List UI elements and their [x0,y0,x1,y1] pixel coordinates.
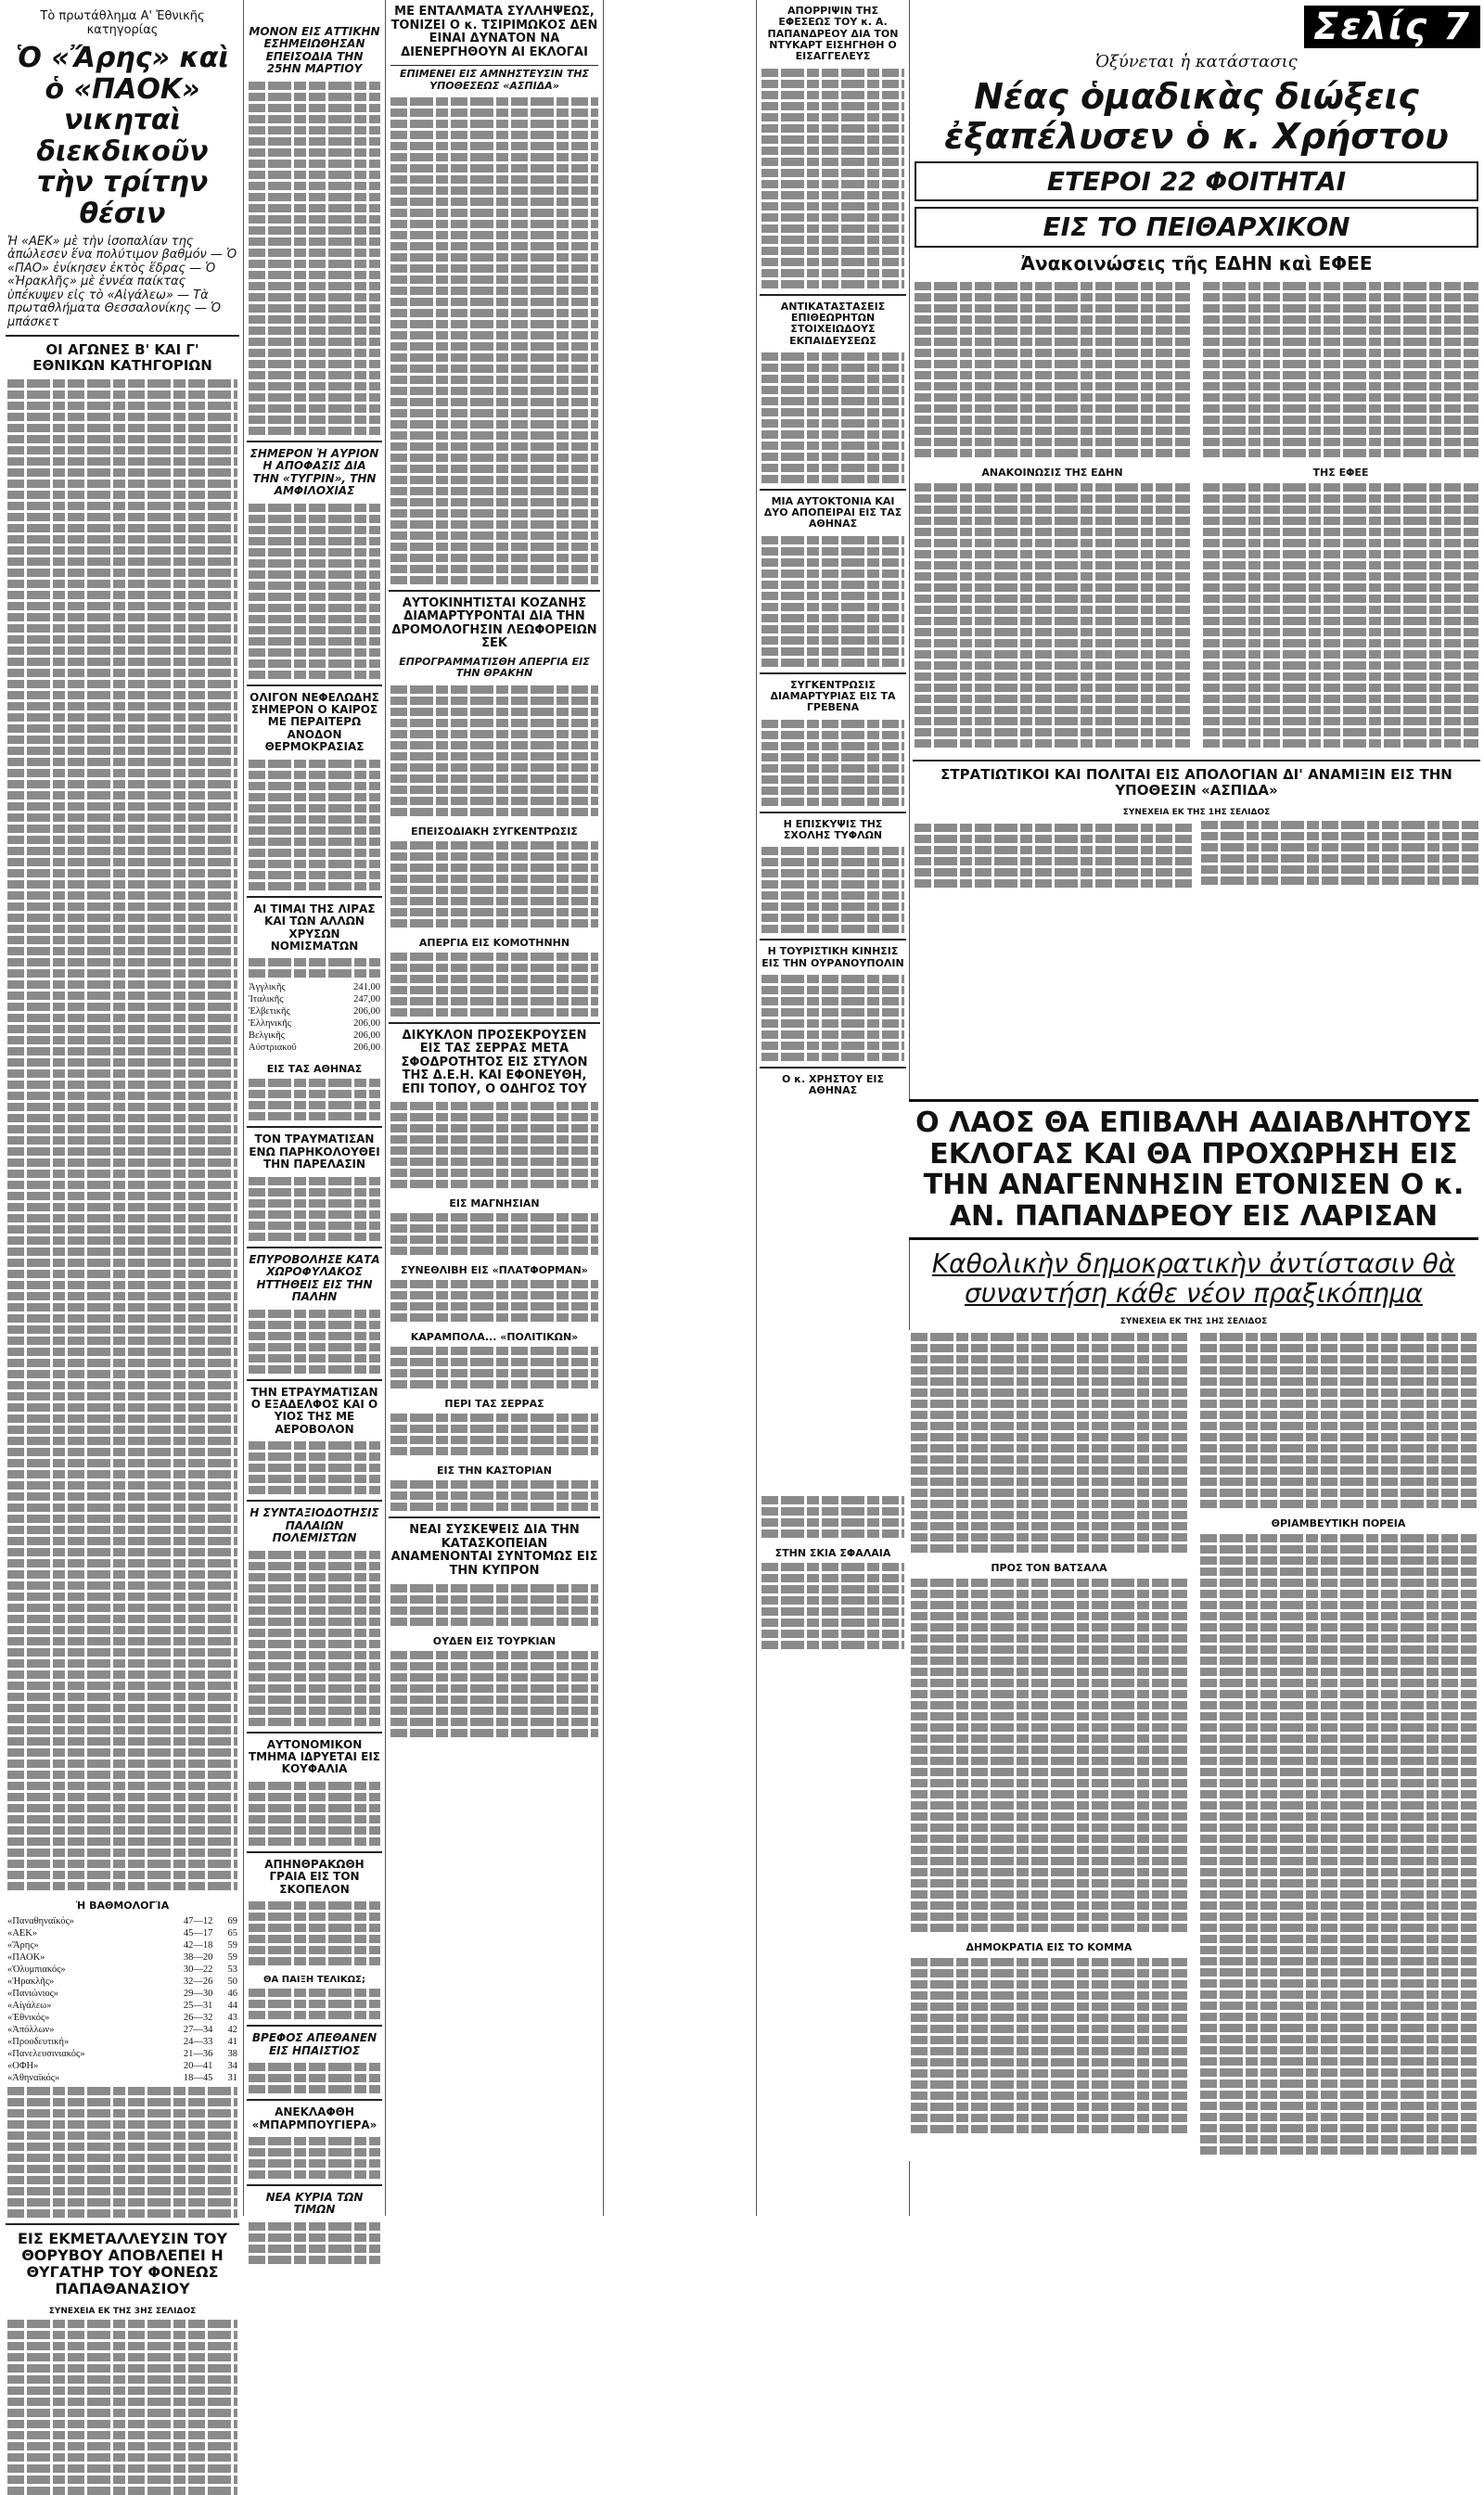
box-title: ΕΙΣ ΤΟ ΠΕΙΘΑΡΧΙΚΟΝ [1043,211,1350,243]
bottom-headline: ΕΙΣ ΕΚΜΕΤΑΛΛΕΥΣΙΝ ΤΟΥ ΘΟΡΥΒΟΥ ΑΠΟΒΛΕΠΕΙ Η ΘΥΓΑΤΗΡ ΤΟΥ ΦΟΝΕΩΣ ΠΑΠΑΘΑΝΑΣΙΟΥ [17,2229,228,2297]
price-name: Ἀγγλικῆς [249,982,286,993]
column-misc [760,0,906,2216]
column-rule [603,0,604,2216]
article-body [249,1441,380,1494]
headline: ΝΕΑ ΚΥΡΙΑ ΤΩΝ ΤΙΜΩΝ [265,2190,364,2217]
standings-pts: 34 [227,2060,237,2071]
standings-goals: 24—33 [183,2036,213,2047]
boxed-headline [915,207,1478,247]
divider [760,812,906,813]
subheading: ΤΗΣ ΕΦΕΕ [1312,467,1369,480]
headline: ΜΟΝΟΝ ΕΙΣ ΑΤΤΙΚΗΝ ΕΣΗΜΕΙΩΘΗΣΑΝ ΕΠΕΙΣΟΔΙΑ ΤΗΝ 25ΗΝ ΜΑΡΤΙΟΥ [249,25,380,76]
standings-team: «Πανιώνιος» [7,1988,59,1999]
table-row [6,2072,239,2084]
standings-pts: 59 [227,1939,237,1951]
article-body [249,2222,380,2264]
price-name: Αὐστριακοῦ [249,1043,297,1054]
standings-team: «ΑΕΚ» [7,1927,38,1938]
table-row [6,2024,239,2036]
subheading: ΣΤΗΝ ΣΚΙΑ ΣΦΑΛΑΙΑ [774,1546,891,1559]
table-row [6,2048,239,2060]
divider [247,896,382,898]
headline: ΕΠΥΡΟΒΟΛΗΣΕ ΚΑΤΑ ΧΩΡΟΦΥΛΑΚΟΣ ΗΤΤΗΘΕΙΣ ΕΙΣ ΤΗΝ ΠΑΛΗΝ [249,1252,380,1304]
banner-headline: Ο ΛΑΟΣ ΘΑ ΕΠΙΒΑΛΗ ΑΔΙΑΒΛΗΤΟΥΣ ΕΚΛΟΓΑΣ ΚΑΙ ΘΑ ΠΡΟΧΩΡΗΣΗ ΕΙΣ ΤΗΝ ΑΝΑΓΕΝΝΗΣΙΝ ΕΤΟΝΙΣΕΝ Ο κ. ΑΝ. ΠΑΠΑΝΔΡΕΟΥ ΕΙΣ ΛΑΡΙΣΑΝ [915,1107,1472,1233]
subheading: ΕΙΣ ΤΑΣ ΑΘΗΝΑΣ [266,1063,363,1076]
standings-pts: 41 [227,2036,237,2047]
article-body [249,958,380,978]
section-heading: ΟΙ ΑΓΩΝΕΣ Β' ΚΑΙ Γ' ΕΘΝΙΚΩΝ ΚΑΤΗΓΟΡΙΩΝ [32,341,212,375]
table-row [6,1927,239,1939]
article-body [249,1901,380,1965]
column-politics [389,0,600,2216]
headline: ΒΡΕΦΟΣ ΑΠΕΘΑΝΕΝ ΕΙΣ ΗΠΑΙΣΤΙΟΣ [251,2031,377,2057]
table-row [247,1030,382,1042]
headline: ΝΕΑΙ ΣΥΣΚΕΨΕΙΣ ΔΙΑ ΤΗΝ ΚΑΤΑΣΚΟΠΕΙΑΝ ΑΝΑΜΕΝΟΝΤΑΙ ΣΥΝΤΟΜΩΣ ΕΙΣ ΤΗΝ ΚΥΠΡΟΝ [390,1523,598,1578]
headline: ΑΙ ΤΙΜΑΙ ΤΗΣ ΛΙΡΑΣ ΚΑΙ ΤΩΝ ΑΛΛΩΝ ΧΡΥΣΩΝ ΝΟΜΙΣΜΑΤΩΝ [253,902,376,953]
divider [247,2099,382,2101]
table-row [247,1005,382,1017]
table-row [6,1939,239,1951]
article-body [249,1079,380,1120]
price-name: Ἑλληνικῆς [249,1018,291,1030]
article-body [915,279,1190,750]
price-value: 206,00 [353,1018,380,1030]
standings-team: «ΠΑΟΚ» [7,1951,45,1963]
lead-headline: Νέας ὁμαδικὰς διώξεις ἐξαπέλυσεν ὁ κ. Χρήστου [944,76,1449,157]
standings-pts: 53 [227,1964,237,1975]
subheading: ΕΠΕΙΣΟΔΙΑΚΗ ΣΥΓΚΕΝΤΡΩΣΙΣ [411,825,578,838]
headline: ΤΟΝ ΤΡΑΥΜΑΤΙΣΑΝ ΕΝΩ ΠΑΡΗΚΟΛΟΥΘΕΙ ΤΗΝ ΠΑΡΕΛΑΣΙΝ [249,1132,380,1171]
headline: ΑΝΕΚΛΑΦΘΗ «ΜΠΑΡΜΠΟΥΓΙΕΡΑ» [251,2105,377,2131]
deck: ΕΠΡΟΓΡΑΜΜΑΤΙΣΘΗ ΑΠΕΡΓΙΑ ΕΙΣ ΤΗΝ ΘΡΑΚΗΝ [399,656,590,680]
article-body [390,1651,598,1737]
headline: ΑΥΤΟΝΟΜΙΚΟΝ ΤΜΗΜΑ ΙΔΡΥΕΤΑΙ ΕΙΣ ΚΟΥΦΑΛΙΑ [249,1737,380,1776]
headline: Η ΕΠΙΣΚΥΨΙΣ ΤΗΣ ΣΧΟΛΗΣ ΤΥΦΛΩΝ [783,817,883,841]
article-body [761,975,904,1061]
headline: ΣΤΡΑΤΙΩΤΙΚΟΙ ΚΑΙ ΠΟΛΙΤΑΙ ΕΙΣ ΑΠΟΛΟΓΙΑΝ ΔΙ' ΑΝΑΜΙΞΙΝ ΕΙΣ ΤΗΝ ΥΠΟΘΕΣΙΝ «ΑΣΠΙΔΑ» [940,766,1452,800]
standings-goals: 26—32 [183,2012,213,2023]
article-body [249,1177,380,1241]
article-body [390,1102,598,1188]
masthead-subtitle: Ὀξύνεται ἡ κατάστασις [1095,52,1298,71]
standings-team: «Ἀθηναϊκός» [7,2072,60,2083]
standings-pts: 50 [227,1976,237,1987]
article-body [249,2063,380,2093]
article-body [390,1480,598,1511]
divider [247,1126,382,1128]
standings-table [6,1915,239,2084]
article-body [761,847,904,933]
divider [247,1500,382,1502]
subheading: ΘΡΙΑΜΒΕΥΤΙΚΗ ΠΟΡΕΙΑ [1271,1517,1406,1530]
article-body [761,720,904,806]
price-name: Ἐλβετικῆς [249,1006,290,1017]
standings-pts: 46 [227,1988,237,1999]
article-body [249,82,380,435]
divider [760,489,906,491]
article-body [761,1496,904,1538]
standings-pts: 44 [227,2000,237,2011]
headline: ΜΙΑ ΑΥΤΟΚΤΟΝΙΑ ΚΑΙ ΔΥΟ ΑΠΟΠΕΙΡΑΙ ΕΙΣ ΤΑΣ ΑΘΗΝΑΣ [763,494,902,531]
price-name: Ἰταλικῆς [249,994,284,1005]
standings-team: «Παναθηναϊκός» [7,1915,74,1926]
continuation-kicker: ΣΥΝΕΧΕΙΑ ΕΚ ΤΗΣ 1ΗΣ ΣΕΛΙΔΟΣ [1122,807,1271,817]
article-body [390,97,598,584]
headline: ΟΛΙΓΟΝ ΝΕΦΕΛΩΔΗΣ ΣΗΜΕΡΟΝ Ο ΚΑΙΡΟΣ ΜΕ ΠΕΡΑΙΤΕΡΩ ΑΝΟΔΟΝ ΘΕΡΜΟΚΡΑΣΙΑΣ [249,690,379,754]
column-rule [243,0,244,2216]
headline: ΑΠΟΡΡΙΨΙΝ ΤΗΣ ΕΦΕΣΕΩΣ ΤΟΥ κ. Α. ΠΑΠΑΝΔΡΕΟΥ ΔΙΑ ΤΟΝ ΝΤΥΚΑΡΤ ΕΙΣΗΓΗΘΗ Ο ΕΙΣΑΓΓΕΛΕΥΣ [767,5,899,63]
headline: ΑΝΤΙΚΑΤΑΣΤΑΣΕΙΣ ΕΠΙΘΕΩΡΗΤΩΝ ΣΤΟΙΧΕΙΩΔΟΥΣ ΕΚΠΑΙΔΕΥΣΕΩΣ [780,300,886,347]
subheading: ΚΑΡΑΜΠΟΛΑ... «ΠΟΛΙΤΙΚΩΝ» [410,1331,579,1344]
headline: Η ΤΟΥΡΙΣΤΙΚΗ ΚΙΝΗΣΙΣ ΕΙΣ ΤΗΝ ΟΥΡΑΝΟΥΠΟΛΙΝ [761,945,904,969]
table-row [247,1042,382,1054]
table-row [6,1951,239,1964]
divider [760,672,906,674]
column-rule [756,0,757,2216]
boxed-headline [915,161,1478,201]
article-body [911,1330,1187,2157]
table-row [6,1976,239,1988]
headline: Η ΣΥΝΤΑΞΙΟΔΟΤΗΣΙΣ ΠΑΛΑΙΩΝ ΠΟΛΕΜΙΣΤΩΝ [249,1506,379,1545]
article-body [249,1989,380,2019]
article-body [1203,279,1478,750]
article-body [249,1782,380,1846]
headline: Ο κ. ΧΡΗΣΤΟΥ ΕΙΣ ΑΘΗΝΑΣ [781,1072,885,1097]
divider [389,1022,600,1024]
lead-banner [909,1099,1478,2161]
standings-pts: 43 [227,2012,237,2023]
article-body [390,1347,598,1388]
table-row [6,1964,239,1976]
divider [6,335,239,337]
divider [760,1067,906,1068]
divider [247,1851,382,1853]
table-row [6,2000,239,2012]
kicker: Τὸ πρωτάθλημα Α' Ἐθνικῆς κατηγορίας [40,9,205,37]
price-value: 241,00 [353,982,380,993]
headline: ΣΗΜΕΡΟΝ Ἡ ΑΥΡΙΟΝ Η ΑΠΟΦΑΣΙΣ ΔΙΑ ΤΗΝ «ΤΥΓΡΙΝ», ΤΗΝ ΑΜΦΙΛΟΧΙΑΣ [249,446,379,498]
standings-goals: 25—31 [183,2000,213,2011]
article-body [249,1310,380,1374]
deck: Ἀνακοινώσεις τῆς ΕΔΗΝ καὶ ΕΦΕΕ [1020,251,1373,275]
subheading: ΕΙΣ ΜΑΓΝΗΣΙΑΝ [449,1197,540,1210]
lead-deck: ΕΠΙΜΕΝΕΙ ΕΙΣ ΑΜΝΗΣΤΕΥΣΙΝ ΤΗΣ ΥΠΟΘΕΣΕΩΣ «ΑΣΠΙΔΑ» [390,65,598,92]
headline: ΑΠΗΝΘΡΑΚΩΘΗ ΓΡΑΙΑ ΕΙΣ ΤΟΝ ΣΚΟΠΕΛΟΝ [264,1857,365,1896]
table-row [6,1988,239,2000]
standings-goals: 47—12 [183,1915,213,1926]
divider [247,1732,382,1734]
divider [247,2184,382,2186]
standings-team: «Ὀλυμπιακός» [7,1964,66,1975]
article-body [761,69,904,288]
headline: ΑΥΤΟΚΙΝΗΤΙΣΤΑΙ ΚΟΖΑΝΗΣ ΔΙΑΜΑΡΤΥΡΟΝΤΑΙ ΔΙΑ ΤΗΝ ΔΡΟΜΟΛΟΓΗΣΙΝ ΛΕΩΦΟΡΕΙΩΝ ΣΕΚ [391,595,597,651]
subheading: ΟΥΔΕΝ ΕΙΣ ΤΟΥΡΚΙΑΝ [432,1634,556,1647]
column-short-news [247,0,382,2216]
subheading: ΠΕΡΙ ΤΑΣ ΣΕΡΡΑΣ [444,1398,544,1411]
article-body [390,1414,598,1455]
standings-pts: 38 [227,2048,237,2059]
column-sports [6,0,239,2316]
continuation-kicker: ΣΥΝΕΧΕΙΑ ΕΚ ΤΗΣ 3ΗΣ ΣΕΛΙΔΟΣ [48,2306,197,2316]
standings-goals: 30—22 [183,1964,213,1975]
headline: Ὁ «Ἄρης» καὶ ὁ «ΠΑΟΚ» νικηταὶ διεκδικοῦν τὴν τρίτην θέσιν [15,42,230,230]
table-row [6,2012,239,2024]
divider [389,590,600,592]
continuation-kicker: ΣΥΝΕΧΕΙΑ ΕΚ ΤΗΣ 1ΗΣ ΣΕΛΙΔΟΣ [1119,1317,1268,1327]
article-body [390,685,598,816]
banner-box [909,1099,1478,1240]
standings-goals: 38—20 [183,1951,213,1963]
standings-goals: 29—30 [183,1988,213,1999]
standings-team: «Ἀπόλλων» [7,2024,55,2035]
divider [913,760,1480,761]
headline: ΤΗΝ ΕΤΡΑΥΜΑΤΙΣΑΝ Ο ΕΞΑΔΕΛΦΟΣ ΚΑΙ Ο ΥΙΟΣ ΤΗΣ ΜΕ ΑΕΡΟΒΟΛΟΝ [250,1385,378,1436]
standings-goals: 32—26 [183,1976,213,1987]
standings-pts: 65 [227,1927,237,1938]
article-body [390,841,598,928]
subheading: ΑΠΕΡΓΙΑ ΕΙΣ ΚΟΜΟΤΗΝΗΝ [418,936,570,949]
standings-goals: 20—41 [183,2060,213,2071]
standings-pts: 42 [227,2024,237,2035]
divider [247,2025,382,2027]
deck: Ἡ «ΑΕΚ» μὲ τὴν ἰσοπαλίαν της ἀπώλεσεν ἕνα πολύτιμον βαθμόν — Ὁ «ΠΑΟ» ἐνίκησεν ἐκτὸς ἕδρας — Ὁ «Ἡρακλῆς» μὲ ἐννέα παίκτας ὑπέκυψεν εἰς τὸ «Αἰγάλεω» — Τὰ πρωταθλήματα Θεσσαλονίκης — Ὁ μπάσκετ [7,234,237,329]
article-body [7,2320,237,2495]
standings-goals: 18—45 [183,2072,213,2083]
divider [6,2223,239,2225]
subheading: ΑΝΑΚΟΙΝΩΣΙΣ ΤΗΣ ΕΔΗΝ [981,467,1123,480]
standings-team: «Ἡρακλῆς» [7,1976,55,1987]
article-body [390,1213,598,1255]
article-body [761,352,904,483]
subheading: ΠΡΟΣ ΤΟΝ ΒΑΤΣΑΛΑ [991,1562,1107,1575]
divider [247,685,382,686]
standings-goals: 42—18 [183,1939,213,1951]
column-rule [385,0,386,2216]
price-value: 206,00 [353,1006,380,1017]
price-value: 206,00 [353,1030,380,1042]
article-body [249,1551,380,1726]
article-body [761,536,904,667]
headline: ΔΙΚΥΚΛΟΝ ΠΡΟΣΕΚΡΟΥΣΕΝ ΕΙΣ ΤΑΣ ΣΕΡΡΑΣ ΜΕΤΑ ΣΦΟΔΡΟΤΗΤΟΣ ΕΙΣ ΣΤΥΛΟΝ ΤΗΣ Δ.Ε.Η. ΚΑΙ ΕΦΟΝΕΥΘΗ, ΕΠΙ ΤΟΠΟΥ, Ο ΟΔΗΓΟΣ ΤΟΥ [401,1028,588,1096]
banner-deck: Καθολικὴν δημοκρατικὴν ἀντίστασιν θὰ συναντήση κάθε νέον πραξικόπημα [931,1248,1456,1309]
divider [760,939,906,940]
divider [247,1379,382,1381]
article-body [390,1584,598,1626]
article-body [249,504,380,679]
article-body [761,1563,904,1649]
standings-team: «ΟΦΗ» [7,2060,39,2071]
table-row [6,1915,239,1927]
standings-team: «Ἄρης» [7,1939,39,1951]
article-body [390,953,598,1017]
table-row [6,2036,239,2048]
standings-pts: 59 [227,1951,237,1963]
article-body [249,2137,380,2179]
standings-goals: 45—17 [183,1927,213,1938]
article-body [915,821,1478,889]
article-body [390,1280,598,1322]
standings-goals: 27—34 [183,2024,213,2035]
standings-pts: 31 [227,2072,237,2083]
table-row [247,981,382,993]
subheading: ΕΙΣ ΤΗΝ ΚΑΣΤΟΡΙΑΝ [437,1465,552,1478]
lead-headline: ΜΕ ΕΝΤΑΛΜΑΤΑ ΣΥΛΛΗΨΕΩΣ, ΤΟΝΙΖΕΙ Ο κ. ΤΣΙΡΙΜΩΚΟΣ ΔΕΝ ΕΙΝΑΙ ΔΥΝΑΤΟΝ ΝΑ ΔΙΕΝΕΡΓΗΘΟΥΝ ΑΙ ΕΚΛΟΓΑΙ [390,5,598,59]
divider [247,441,382,442]
standings-team: «Ἐθνικός» [7,2012,50,2023]
headline: ΣΥΓΚΕΝΤΡΩΣΙΣ ΔΙΑΜΑΡΤΥΡΙΑΣ ΕΙΣ ΤΑ ΓΡΕΒΕΝΑ [770,678,896,714]
article-body [7,2087,237,2218]
table-row [6,2060,239,2072]
table-row [247,993,382,1005]
price-value: 206,00 [353,1043,380,1054]
subheading: ΣΥΝΕΘΛΙΒΗ ΕΙΣ «ΠΛΑΤΦΟΡΜΑΝ» [401,1264,588,1277]
divider [760,294,906,296]
gold-prices-table [247,981,382,1054]
subheading: ΘΑ ΠΑΙΞΗ ΤΕΛΙΚΩΣ; [263,1975,365,1986]
article-body [249,760,380,890]
article-body [7,379,237,1890]
standings-team: «Αἰγάλεω» [7,2000,52,2011]
divider [247,1247,382,1248]
standings-goals: 21—36 [183,2048,213,2059]
divider [389,1516,600,1518]
article-body [1200,1330,1477,2157]
table-row [247,1017,382,1030]
standings-title: Ἡ ΒΑΘΜΟΛΟΓΊΑ [75,1899,170,1912]
standings-team: «Πανελευσινιακός» [7,2048,85,2059]
standings-pts: 69 [227,1915,237,1926]
standings-team: «Προοδευτική» [7,2036,70,2047]
lead-body-columns [913,279,1480,754]
box-title: ΕΤΕΡΟΙ 22 ΦΟΙΤΗΤΑΙ [1046,166,1347,198]
masthead [913,6,1480,48]
price-value: 247,00 [353,994,380,1005]
page-logo: Σελίς 7 [1304,6,1480,48]
banner-body-columns [909,1330,1478,2161]
subheading: ΔΗΜΟΚΡΑΤΙΑ ΕΙΣ ΤΟ ΚΟΜΜΑ [966,1941,1132,1954]
price-name: Βελγικῆς [249,1030,285,1042]
